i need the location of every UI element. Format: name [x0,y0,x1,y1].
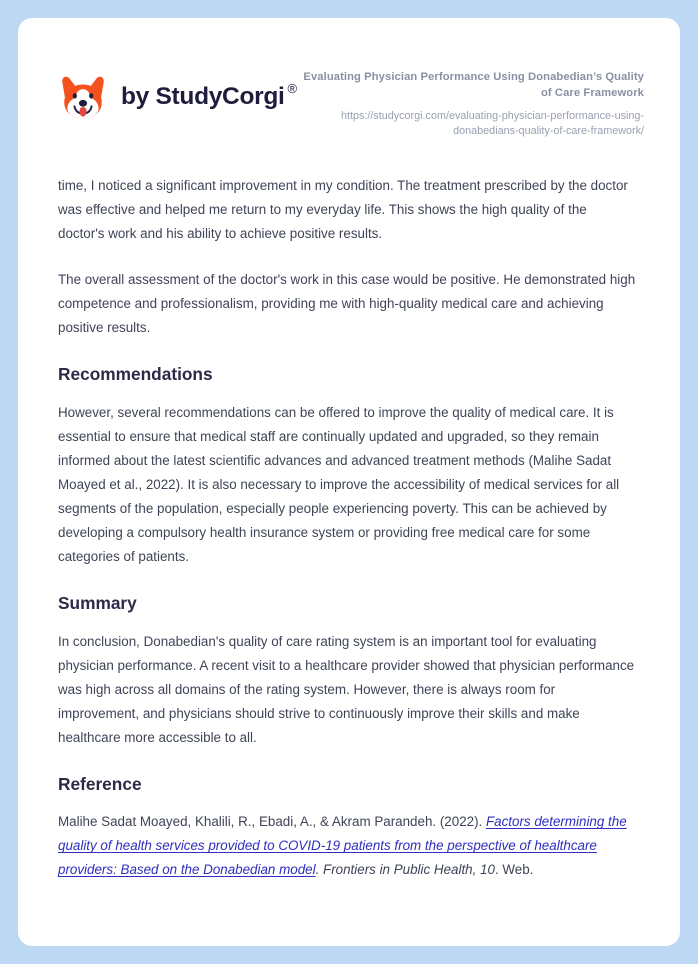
reference-tail: . Web. [494,862,534,878]
paragraph-overall-assessment: The overall assessment of the doctor's work in this case would be positive. He demonstrated high competence and professionalism, providing me with high-quality medical care and achieving positive results. [58,272,636,336]
brand-wordmark [121,81,297,111]
brand-wordmark-text: by StudyCorgi [121,83,285,110]
heading-recommendations: Recommendations [58,364,213,385]
document-source-url[interactable]: https://studycorgi.com/evaluating-physician-performance-using-donabedians-quality-of-care-framework/ [340,109,644,138]
heading-reference: Reference [58,773,142,794]
corgi-face-icon [58,72,108,122]
reference-authors-year: Malihe Sadat Moayed, Khalili, R., Ebadi, A., & Akram Parandeh. (2022). [58,814,486,830]
document-page-card [18,18,680,946]
document-header [18,18,680,140]
registered-trademark-symbol: ® [287,81,297,96]
reference-entry [58,810,636,882]
document-body [18,174,680,882]
heading-summary: Summary [58,592,137,613]
paragraph-summary: In conclusion, Donabedian's quality of care rating system is an important tool for evaluating physician performance. A recent visit to a healthcare provider showed that physician performance was high across all domains of the rating system. However, there is always room for improvement, and physicians should strive to continuously improve their skills and make healthcare more accessible to all. [58,633,635,745]
reference-article-link[interactable]: Factors determining the quality of health services provided to COVID-19 patients from the perspective of healthcare providers: Based on the Donabedian model [58,814,627,878]
reference-journal: . Frontiers in Public Health, 10 [315,862,495,878]
paragraph-recommendations: However, several recommendations can be offered to improve the quality of medical care. It is essential to ensure that medical staff are continually updated and upgraded, so they remain informed about the latest scientific advances and advanced treatment methods (Malihe Sadat Moayed et al., 2022). It is also necessary to improve the accessibility of medical services for all segments of the population, especially people experiencing poverty. This can be achieved by developing a compulsory health insurance system or providing free medical care for some categories of patients. [58,404,620,564]
brand-block [58,66,297,122]
document-title: Evaluating Physician Performance Using Donabedian’s Quality of Care Framework [303,71,644,99]
header-meta [299,66,644,140]
paragraph-continued: time, I noticed a significant improvement in my condition. The treatment prescribed by the doctor was effective and helped me return to my everyday life. This shows the high quality of the doctor's work and his ability to achieve positive results. [58,178,628,242]
